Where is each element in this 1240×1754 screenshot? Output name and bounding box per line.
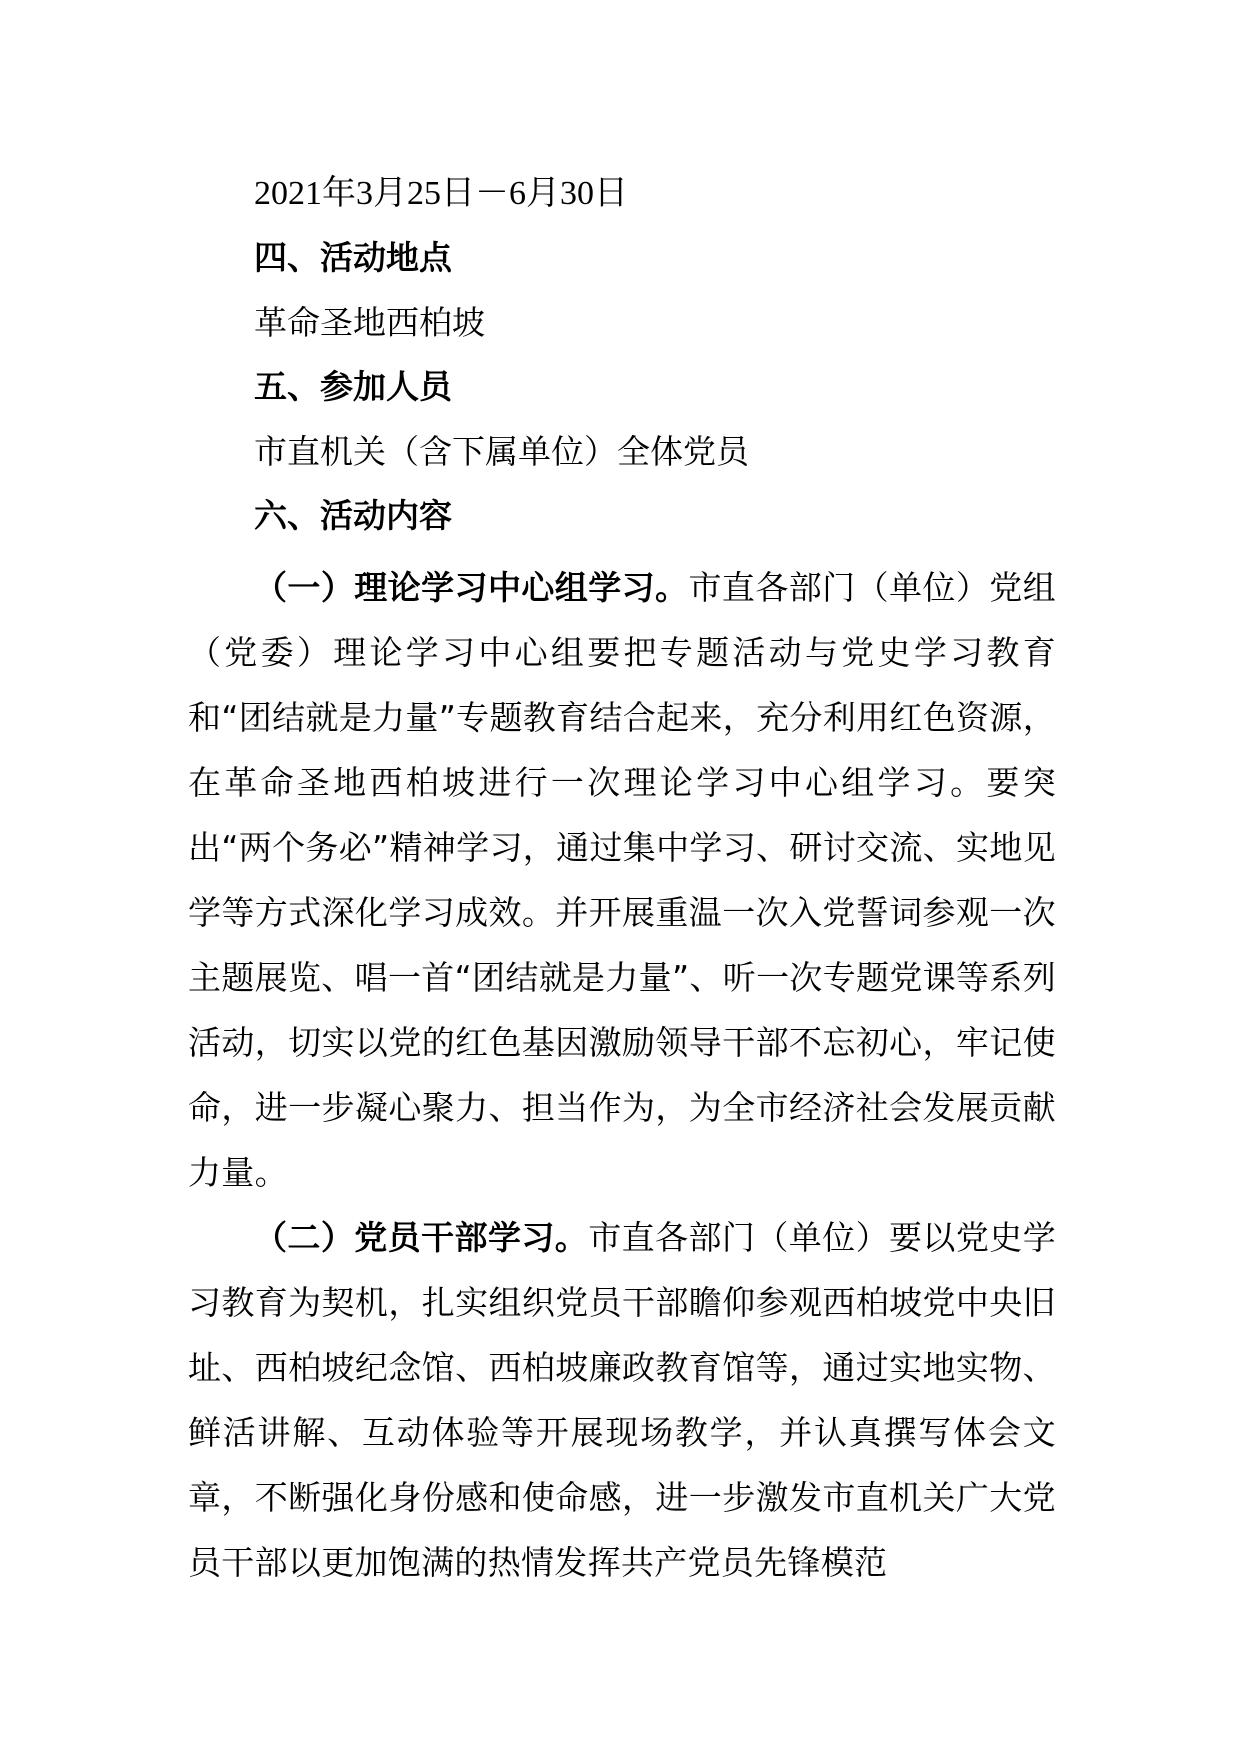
paragraph-1-text: 市直各部门（单位）党组（党委）理论学习中心组要把专题活动与党史学习教育和“团结就是力量”专题教育结合起来，充分利用红色资源，在革命圣地西柏坡进行一次理论学习中心组学习。要突出“两个务必”精神学习，通过集中学习、研讨交流、实地见学等方式深化学习成效。并开展重温一次入党誓词参观一次主题展览、唱一首“团结就是力量”、听一次专题党课等系列活动，切实以党的红色基因激励领导干部不忘初心，牢记使命，进一步凝心聚力、担当作为，为全市经济社会发展贡献力量。 <box>188 568 1056 1192</box>
content-paragraph-1 <box>188 555 1056 1205</box>
paragraph-2-lead: （二）党员干部学习。 <box>254 1218 589 1257</box>
section-heading-participants: 五、参加人员 <box>254 367 452 406</box>
section-heading-location: 四、活动地点 <box>254 238 452 277</box>
content-paragraph-2 <box>188 1205 1056 1595</box>
paragraph-1-lead: （一）理论学习中心组学习。 <box>254 568 689 607</box>
participants-text: 市直机关（含下属单位）全体党员 <box>254 432 749 471</box>
paragraph-2-text: 市直各部门（单位）要以党史学习教育为契机，扎实组织党员干部瞻仰参观西柏坡党中央旧址、西柏坡纪念馆、西柏坡廉政教育馆等，通过实地实物、鲜活讲解、互动体验等开展现场教学，并认真撰写体会文章，不断强化身份感和使命感，进一步激发市直机关广大党员干部以更加饱满的热情发挥共产党员先锋模范 <box>188 1218 1056 1582</box>
location-text: 革命圣地西柏坡 <box>254 303 485 342</box>
section-heading-content: 六、活动内容 <box>254 496 452 535</box>
date-range: 2021年3月25日－6月30日 <box>254 175 628 212</box>
